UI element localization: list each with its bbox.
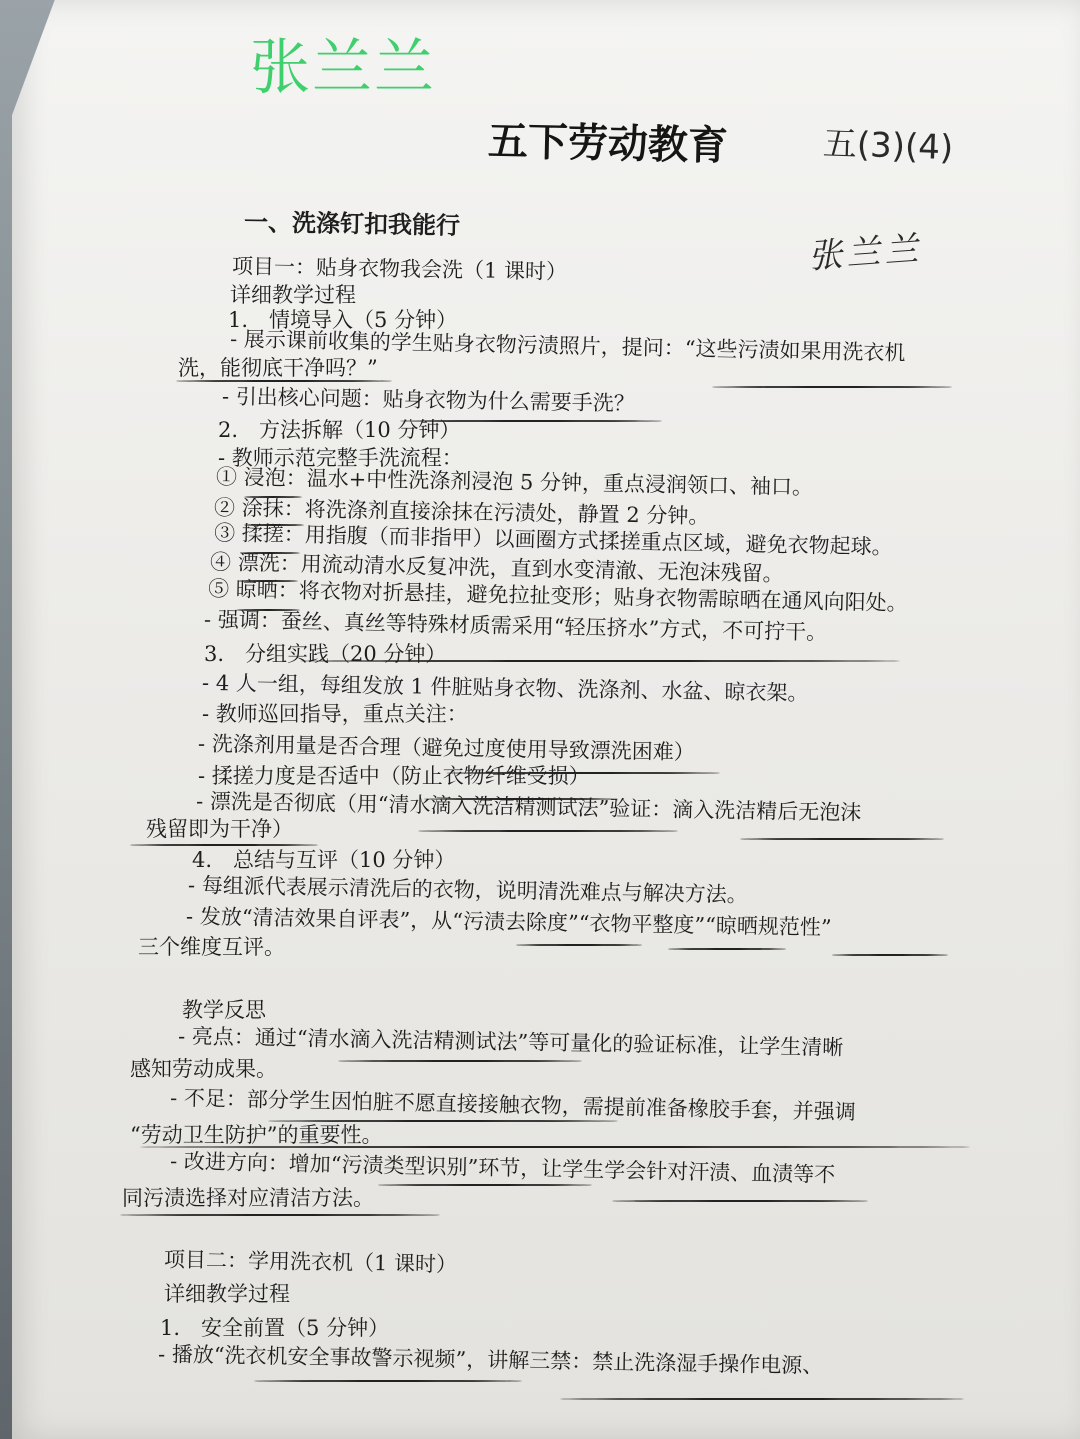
ink-underline bbox=[400, 420, 662, 422]
ink-underline bbox=[740, 838, 944, 840]
section-heading: 一、洗涤钉扣我能行 bbox=[243, 207, 461, 240]
ink-underline bbox=[612, 1200, 868, 1202]
ink-underline bbox=[516, 944, 642, 946]
project2-step1: 1. 安全前置（5 分钟） bbox=[160, 1316, 390, 1340]
project1-process-label: 详细教学过程 bbox=[230, 283, 356, 307]
ink-underline bbox=[832, 954, 948, 956]
project1-step3-line1: - 4 人一组，每组发放 1 件脏贴身衣物、洗涤剂、水盆、晾衣架。 bbox=[201, 670, 809, 706]
ink-underline bbox=[140, 1146, 970, 1148]
project1-step3-line3: - 洗涤剂用量是否合理（避免过度使用导致漂洗困难） bbox=[197, 731, 695, 765]
flow-step-dry: ⑤ 晾晒：将衣物对折悬挂，避免拉扯变形；贴身衣物需晾晒在通风向阳处。 bbox=[207, 576, 908, 616]
ink-underline bbox=[560, 1398, 964, 1400]
project1-step4-line1: - 每组派代表展示清洗后的衣物，说明清洗难点与解决方法。 bbox=[187, 873, 748, 907]
ink-underline bbox=[236, 609, 300, 611]
project1-step2: 2. 方法拆解（10 分钟） bbox=[218, 418, 461, 442]
class-handwritten-note: 五(3)(4) bbox=[822, 123, 954, 169]
ink-underline bbox=[238, 580, 298, 582]
project2-heading: 项目二：学用洗衣机（1 课时） bbox=[163, 1247, 458, 1277]
reflection-improve-line2: 同污渍选择对应清洁方法。 bbox=[122, 1186, 374, 1210]
ink-underline bbox=[244, 524, 304, 526]
reflection-improve-line1: - 改进方向：增加“污渍类型识别”环节，让学生学会针对汗渍、血渍等不 bbox=[169, 1149, 836, 1187]
green-name-annotation: 张兰兰 bbox=[250, 33, 436, 103]
flow-step-soak: ① 浸泡：温水+中性洗涤剂浸泡 5 分钟，重点浸润领口、袖口。 bbox=[215, 464, 814, 500]
project2-process-label: 详细教学过程 bbox=[164, 1282, 290, 1306]
ink-underline bbox=[418, 830, 678, 832]
project1-step4-line2: - 发放“清洁效果自评表”，从“污渍去除度”“衣物平整度”“晾晒规范性” bbox=[185, 904, 832, 940]
project1-step3-line4: - 揉搓力度是否适中（防止衣物纤维受损） bbox=[198, 764, 590, 788]
ink-underline bbox=[268, 1120, 618, 1122]
project1-step3-line6: 残留即为干净） bbox=[146, 817, 293, 841]
project1-step1-line1: - 展示课前收集的学生贴身衣物污渍照片，提问：“这些污渍如果用洗衣机 bbox=[229, 326, 906, 366]
project1-step2-line1: - 教师示范完整手洗流程： bbox=[218, 446, 463, 470]
ink-underline bbox=[240, 552, 300, 554]
project1-step3-line2: - 教师巡回指导，重点关注： bbox=[202, 702, 468, 726]
reflection-highlight-line1: - 亮点：通过“清水滴入洗洁精测试法”等可量化的验证标准，让学生清晰 bbox=[177, 1024, 844, 1060]
ink-underline bbox=[378, 1184, 592, 1186]
project1-step4-line3: 三个维度互评。 bbox=[138, 935, 285, 959]
project1-step1-line2: 洗，能彻底干净吗？” bbox=[178, 356, 378, 380]
ink-underline bbox=[176, 380, 392, 382]
reflection-highlight-line2: 感知劳动成果。 bbox=[130, 1057, 277, 1081]
project1-step3: 3. 分组实践（20 分钟） bbox=[204, 642, 447, 666]
document-title: 五下劳动教育 bbox=[487, 117, 729, 170]
handwritten-signature: 张兰兰 bbox=[806, 229, 924, 277]
project2-step1-line1: - 播放“洗衣机安全事故警示视频”，讲解三禁：禁止洗涤湿手操作电源、 bbox=[157, 1342, 824, 1378]
ink-underline bbox=[338, 1060, 582, 1062]
project1-step3-line5: - 漂洗是否彻底（用“清水滴入洗洁精测试法”验证：滴入洗洁精后无泡沫 bbox=[195, 789, 862, 825]
reflection-weakness-line1: - 不足：部分学生因怕脏不愿直接接触衣物，需提前准备橡胶手套，并强调 bbox=[169, 1085, 856, 1125]
flow-step-apply: ② 涂抹：将洗涤剂直接涂抹在污渍处，静置 2 分钟。 bbox=[213, 495, 710, 529]
ink-underline bbox=[712, 386, 952, 388]
reflection-label: 教学反思 bbox=[182, 998, 266, 1022]
flow-step-rub: ③ 揉搓：用指腹（而非指甲）以画圈方式揉搓重点区域，避免衣物起球。 bbox=[213, 520, 893, 560]
ink-underline bbox=[446, 772, 720, 774]
ink-underline bbox=[300, 660, 900, 662]
project1-emphasis: - 强调：蚕丝、真丝等特殊材质需采用“轻压挤水”方式，不可拧干。 bbox=[203, 607, 828, 645]
ink-underline bbox=[130, 844, 318, 846]
ink-underline bbox=[120, 1214, 440, 1216]
ink-underline bbox=[254, 1380, 522, 1382]
ink-underline bbox=[424, 798, 618, 800]
reflection-weakness-line2: “劳动卫生防护”的重要性。 bbox=[130, 1123, 383, 1147]
ink-underline bbox=[244, 496, 302, 498]
project1-step1-line3: - 引出核心问题：贴身衣物为什么需要手洗？ bbox=[221, 384, 635, 416]
project1-step1: 1. 情境导入（5 分钟） bbox=[228, 308, 458, 332]
project1-step4: 4. 总结与互评（10 分钟） bbox=[192, 848, 456, 872]
ink-underline bbox=[668, 948, 786, 950]
flow-step-rinse: ④ 漂洗：用流动清水反复冲洗，直到水变清澈、无泡沫残留。 bbox=[209, 549, 784, 587]
project1-heading: 项目一：贴身衣物我会洗（1 课时） bbox=[231, 254, 568, 284]
